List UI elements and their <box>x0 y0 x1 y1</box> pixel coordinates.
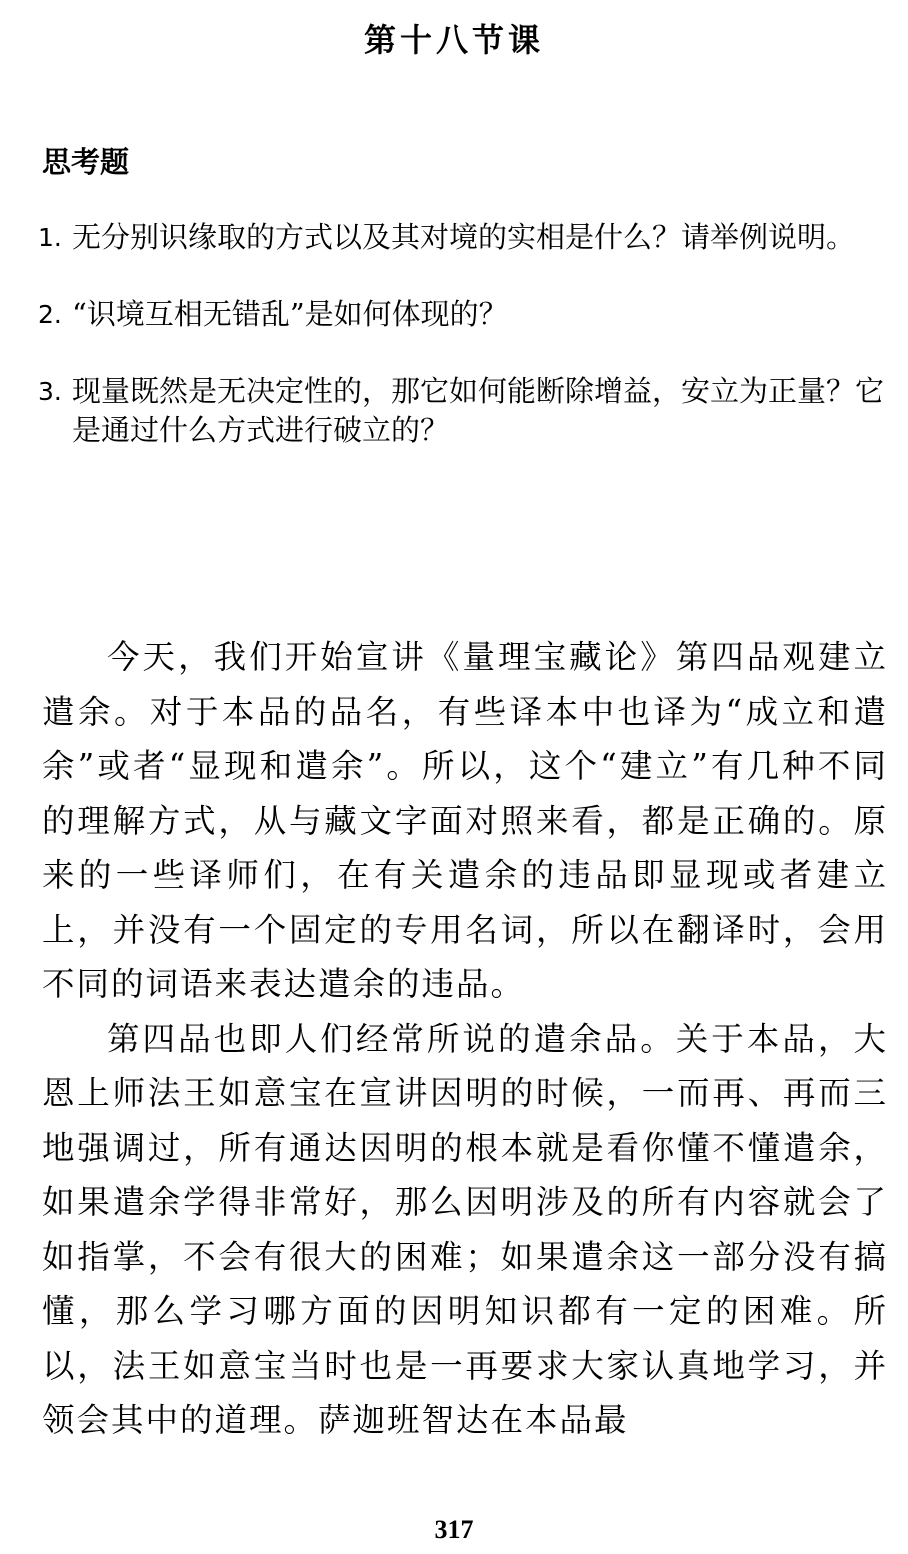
body-text <box>42 630 888 1448</box>
question-item <box>38 218 888 257</box>
question-number: 3. <box>38 377 62 406</box>
question-text: “识境互相无错乱”是如何体现的？ <box>72 297 508 331</box>
question-item <box>38 295 888 334</box>
question-text: 无分别识缘取的方式以及其对境的实相是什么？请举例说明。 <box>72 220 856 254</box>
question-list <box>38 218 888 488</box>
question-number: 1. <box>38 223 62 252</box>
page-number: 317 <box>434 1515 474 1544</box>
page-title: 第十八节课 <box>363 21 544 59</box>
section-heading: 思考题 <box>42 145 130 179</box>
question-text: 现量既然是无决定性的，那它如何能断除增益，安立为正量？它是通过什么方式进行破立的？ <box>72 374 885 447</box>
question-number: 2. <box>38 300 62 329</box>
body-paragraph: 第四品也即人们经常所说的遣余品。关于本品，大恩上师法王如意宝在宣讲因明的时候，一而再、再而三地强调过，所有通达因明的根本就是看你懂不懂遣余，如果遣余学得非常好，那么因明涉及的所有内容就会了如指掌，不会有很大的困难；如果遣余这一部分没有搞懂，那么学习哪方面的因明知识都有一定的困难。所以，法王如意宝当时也是一再要求大家认真地学习，并领会其中的道理。萨迦班智达在本品最 <box>42 1019 888 1439</box>
question-item <box>38 372 888 450</box>
body-paragraph: 今天，我们开始宣讲《量理宝藏论》第四品观建立遣余。对于本品的品名，有些译本中也译为“成立和遣余”或者“显现和遣余”。所以，这个“建立”有几种不同的理解方式，从与藏文字面对照来看，都是正确的。原来的一些译师们，在有关遣余的违品即显现或者建立上，并没有一个固定的专用名词，所以在翻译时，会用不同的词语来表达遣余的违品。 <box>42 638 888 1003</box>
